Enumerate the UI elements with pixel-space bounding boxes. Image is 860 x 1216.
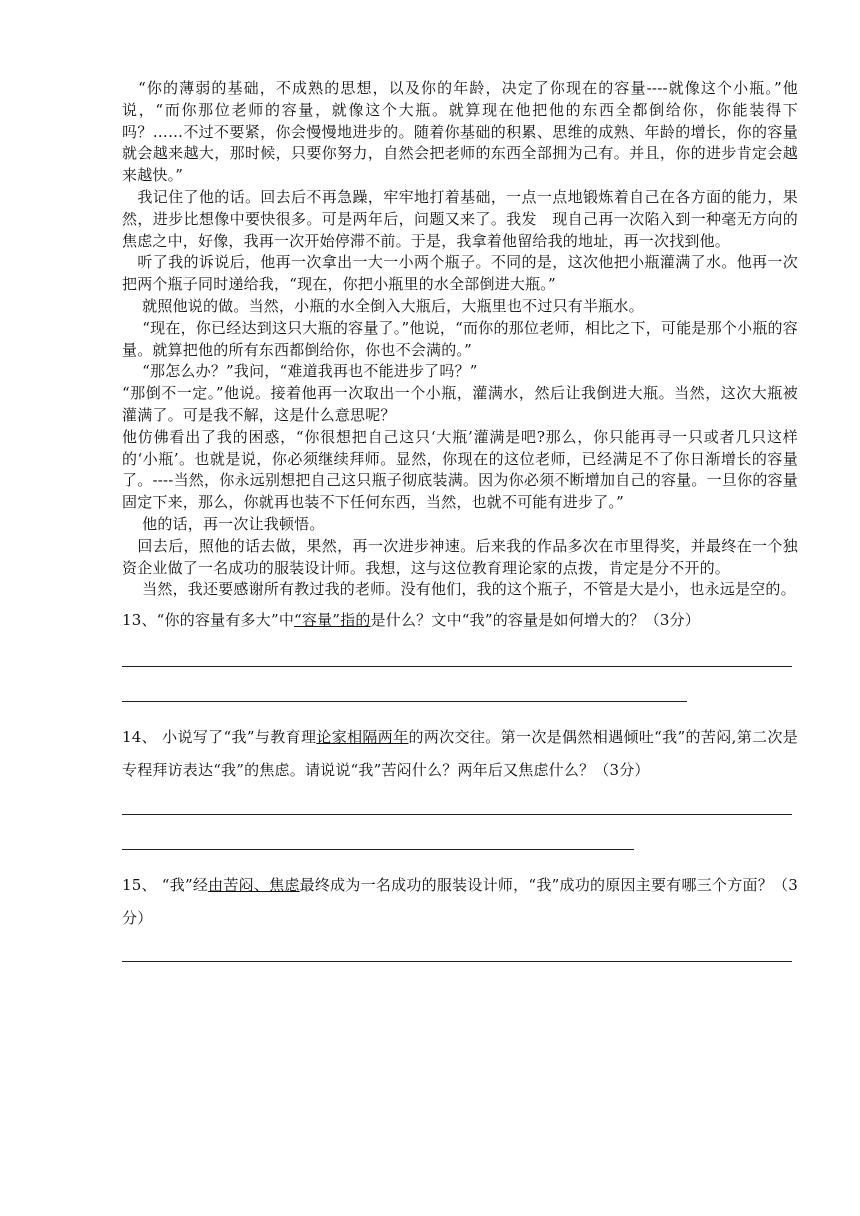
answer-line[interactable]	[122, 961, 792, 962]
question-text: 的两次交往。第一次是偶然相遇倾吐“我”的苦闷,第二次是专程拜访表达“我”的焦虑。请说说“我”苦闷什么？两年后又焦虑什么？（3分）	[122, 728, 798, 780]
passage-paragraph: 他的话，再一次让我顿悟。	[122, 514, 325, 533]
passage-paragraph: 我记住了他的话。回去后不再急躁，牢牢地打着基础，一点一点地锻炼着自己在各方面的能力，果然，进步比想像中要快很多。可是两年后，问题又来了。我发 现自己再一次陷入到一种毫无方向的焦虑之中，好像，我再一次开始停滞不前。于是，我拿着他留给我的地址，再一次找到他。	[122, 187, 798, 250]
passage-paragraph: 就照他说的做。当然，小瓶的水全倒入大瓶后，大瓶里也不过只有半瓶水。	[122, 296, 644, 315]
answer-line[interactable]	[122, 849, 634, 850]
question-text: 是什么？文中“我”的容量是如何增大的？（3分）	[370, 611, 701, 630]
passage-paragraph: “那怎么办？”我问，“难道我再也不能进步了吗？”	[122, 362, 478, 381]
passage-paragraph: “那倒不一定。”他说。接着他再一次取出一个小瓶，灌满水，然后让我倒进大瓶。当然，这次大瓶被灌满了。可是我不解，这是什么意思呢？	[122, 384, 798, 424]
question-text: 最终成为一名成功的服装设计师，“我”成功的原因主要有哪三个方面？（3分）	[122, 876, 799, 928]
question-text: 14、 小说写了“我”与教育理	[122, 728, 317, 747]
question-text: 15、 “我”经	[122, 876, 209, 895]
passage-paragraph: 听了我的诉说后，他再一次拿出一大一小两个瓶子。不同的是，这次他把小瓶灌满了水。他再一次把两个瓶子同时递给我，“现在，你把小瓶里的水全部倒进大瓶。”	[122, 253, 798, 294]
document-page	[122, 78, 798, 962]
answer-line[interactable]	[122, 666, 792, 667]
underlined-phrase: 论家相隔两年	[316, 728, 409, 747]
passage-paragraph: “现在，你已经达到这只大瓶的容量了。”他说，“而你的那位老师，相比之下，可能是那个小瓶的容量。就算把他的所有东西都倒给你，你也不会满的。”	[122, 318, 798, 359]
question-14	[122, 721, 798, 787]
passage-paragraph: 回去后，照他的话去做，果然，再一次进步神速。后来我的作品多次在市里得奖，并最终在一个独资企业做了一名成功的服装设计师。我想，这与这位教育理论家的点拨，肯定是分不开的。	[122, 536, 798, 577]
answer-line[interactable]	[122, 814, 792, 815]
reading-passage	[122, 78, 798, 601]
answer-line[interactable]	[122, 701, 687, 702]
underlined-phrase: 由苦闷、焦虑	[208, 876, 300, 895]
passage-paragraph: “你的薄弱的基础，不成熟的思想，以及你的年龄，决定了你现在的容量----就像这个小瓶。”他说，“而你那位老师的容量，就像这个大瓶。就算现在他把他的东西全都倒给你，你能装得下吗？……不过不要紧，你会慢慢地进步的。随着你基础的积累、思维的成熟、年龄的增长，你的容量就会越来越大，那时候，只要你努力，自然会把老师的东西全部拥为己有。并且，你的进步肯定会越来越快。”	[122, 79, 798, 185]
question-13	[122, 604, 798, 637]
underlined-phrase: “容量”指的	[294, 611, 371, 630]
question-15	[122, 869, 798, 935]
passage-paragraph: 他仿佛看出了我的困惑，“你很想把自己这只‘大瓶’灌满是吧?那么，你只能再寻一只或者几只这样的‘小瓶’。也就是说，你必须继续拜师。显然，你现在的这位老师，已经满足不了你日渐增长的容量了。----当然，你永远别想把自己这只瓶子彻底装满。因为你必须不断增加自己的容量。一旦你的容量固定下来，那么，你就再也装不下任何东西，当然，也就不可能有进步了。”	[122, 427, 798, 512]
question-text: 13、“你的容量有多大”中	[122, 611, 295, 630]
passage-paragraph: 当然，我还要感谢所有教过我的老师。没有他们，我的这个瓶子，不管是大是小，也永远是空的。	[122, 580, 796, 599]
